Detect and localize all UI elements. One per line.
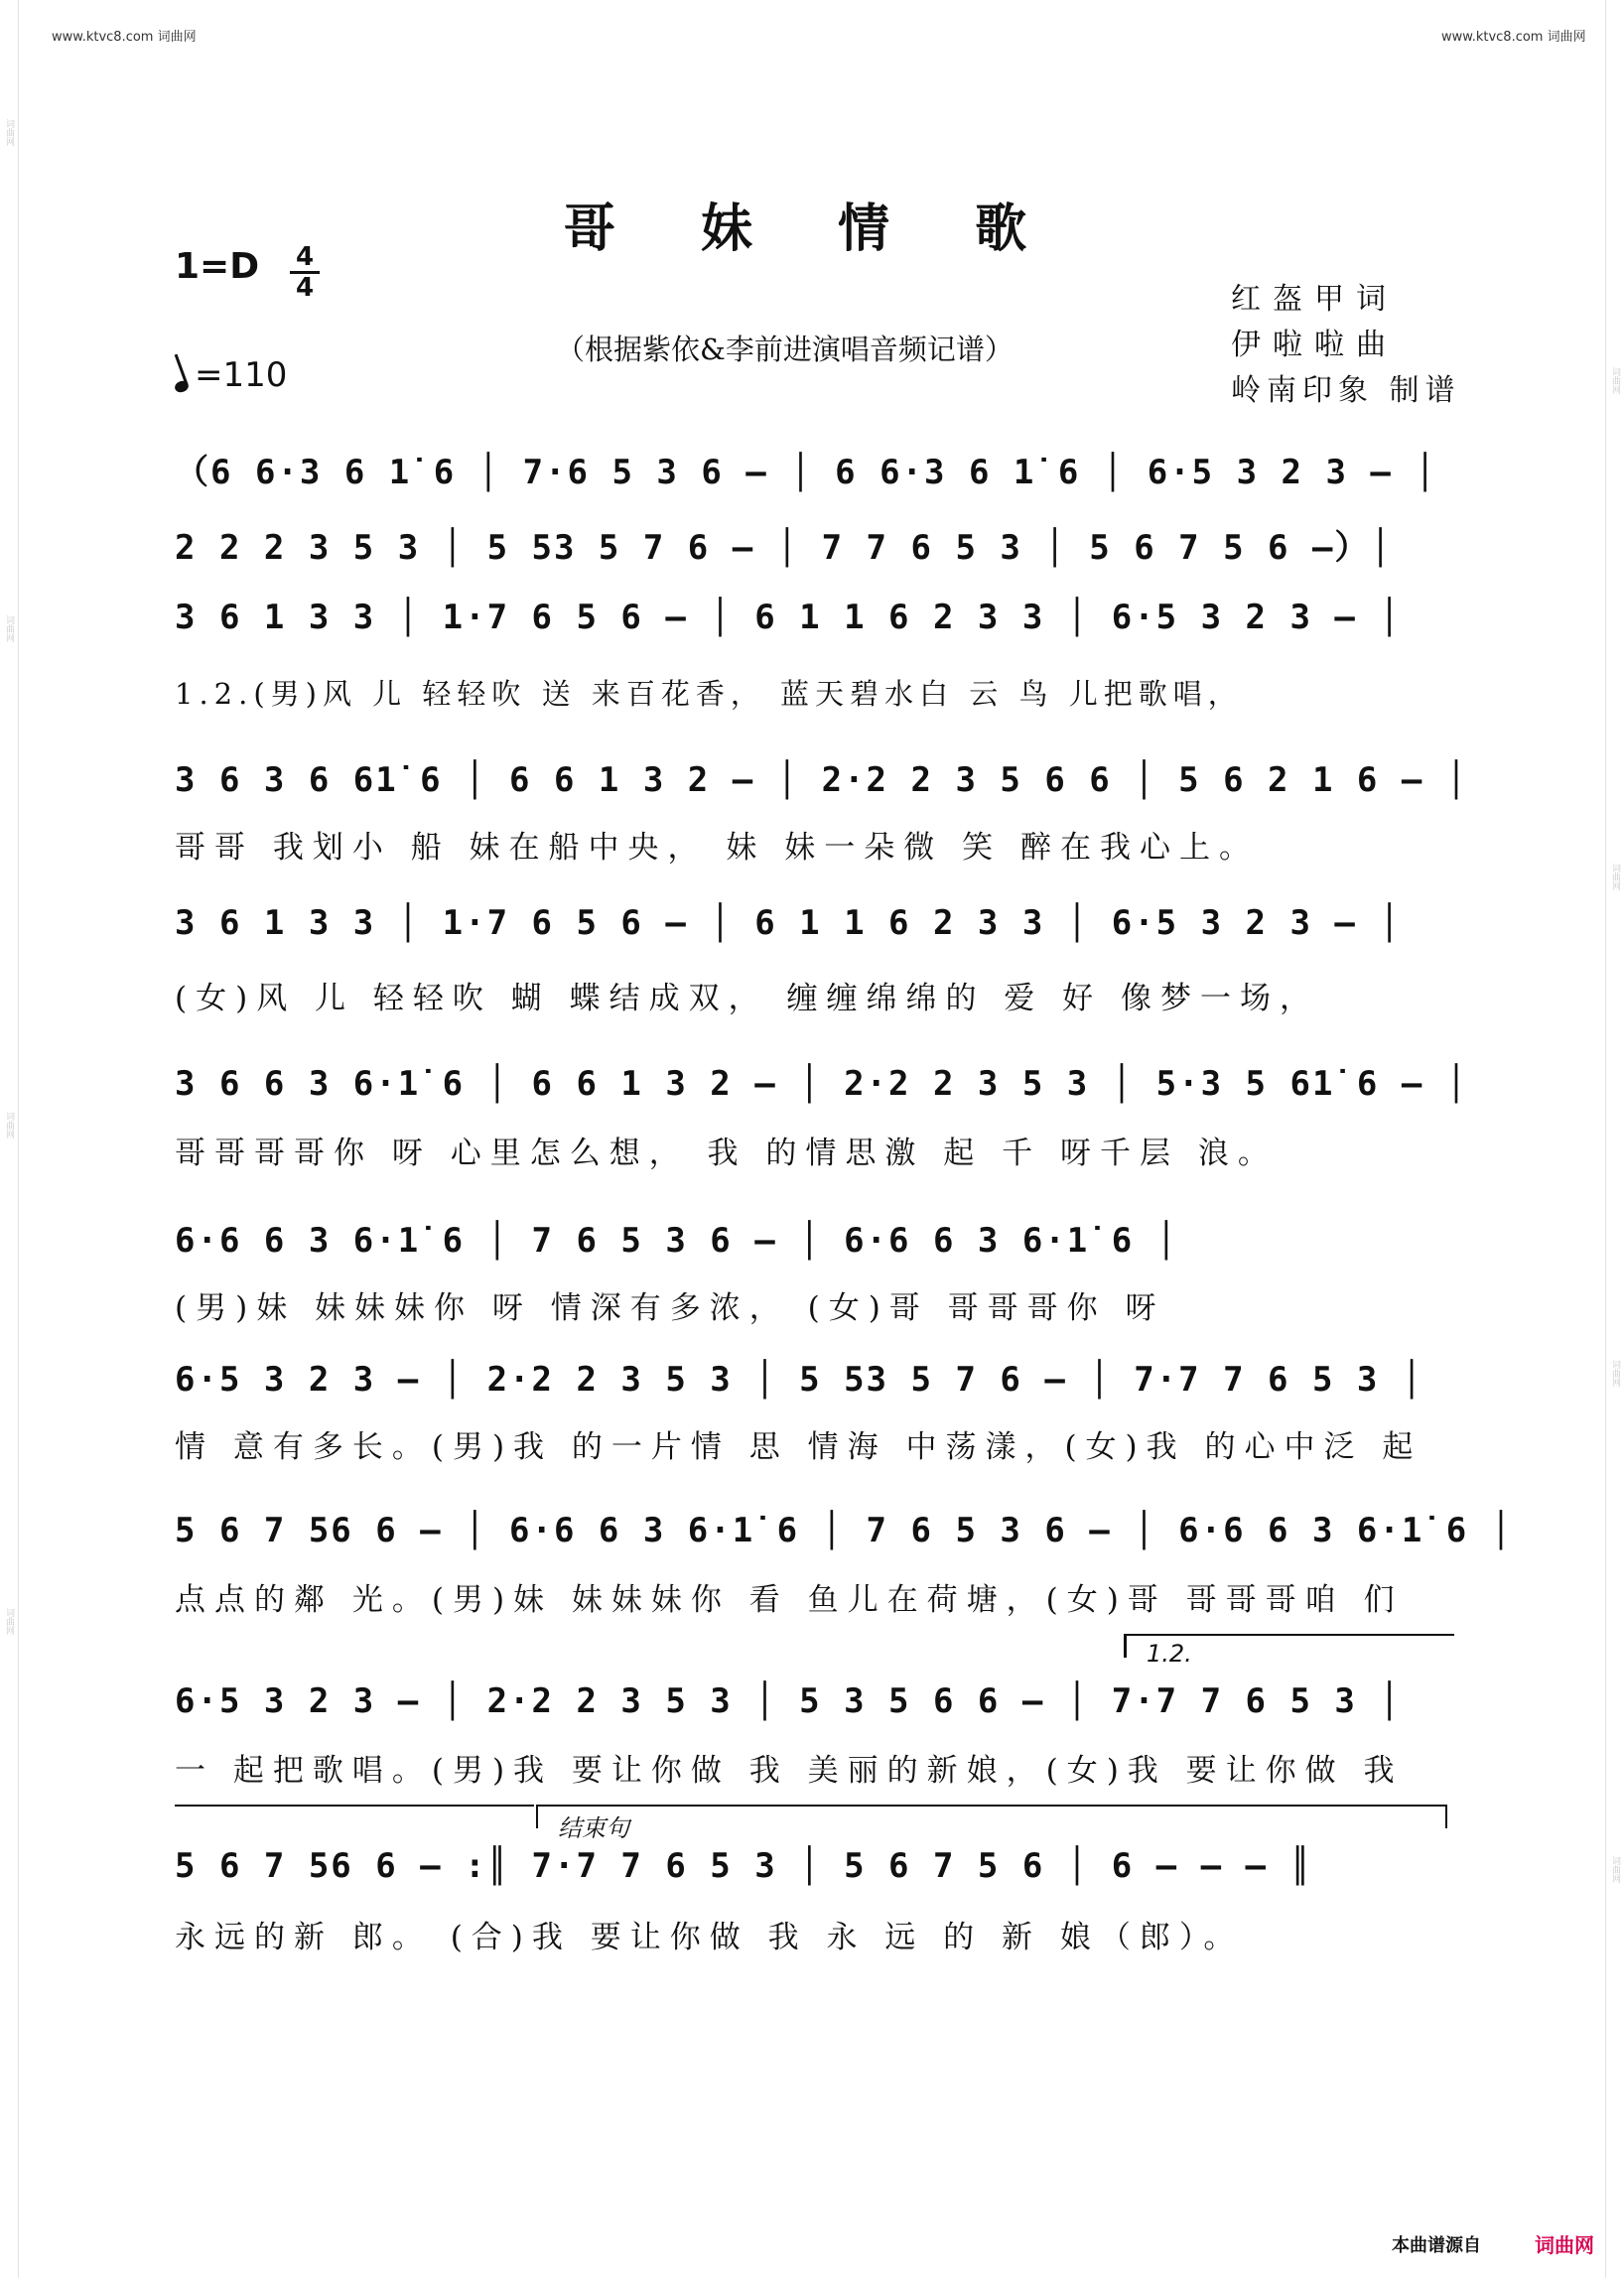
notation-line: 5 6 7 56 6 – :║ 7·7 7 6 5 3 │ 5 6 7 5 6 │ 6 – – – ║: [175, 1846, 1312, 1886]
lyric-line: 永远的新 郎。 (合)我 要让你做 我 永 远 的 新 娘（郎）。: [175, 1920, 1244, 1955]
site-logo[interactable]: 词曲网: [1535, 2233, 1594, 2257]
lyric-line: 哥哥哥哥你 呀 心里怎么想， 我 的情思激 起 千 呀千层 浪。: [175, 1136, 1278, 1171]
side-watermark: 词曲网: [4, 615, 14, 642]
right-margin-strip: [1605, 0, 1624, 2278]
notation-line: 3 6 1 3 3 │ 1·7 6 5 6 – │ 6 1 1 6 2 3 3 │ 6·5 3 2 3 – │: [175, 598, 1402, 637]
side-watermark: 词曲网: [1610, 864, 1620, 890]
first-ending-bracket: [1124, 1634, 1454, 1668]
volta-label: 1.2.: [1147, 1640, 1192, 1668]
composer-credit: 伊啦啦曲: [1231, 328, 1398, 362]
site-url-left[interactable]: www.ktvc8.com 词曲网: [52, 30, 197, 45]
lyric-line: 点点的鄰 光。(男)妹 妹妹妹你 看 鱼儿在荷塘，(女)哥 哥哥哥咱 们: [175, 1582, 1404, 1618]
notation-line: 6·5 3 2 3 – │ 2·2 2 3 5 3 │ 5 3 5 6 6 – │ 7·7 7 6 5 3 │: [175, 1681, 1402, 1721]
lyric-line: (女)风 儿 轻轻吹 蝴 蝶结成双， 缠缠绵绵的 爱 好 像梦一场，: [175, 981, 1320, 1016]
ending-phrase-bracket: [536, 1805, 1447, 1842]
side-watermark: 词曲网: [4, 1608, 14, 1635]
side-watermark: 词曲网: [4, 119, 14, 146]
time-numerator: 4: [290, 244, 320, 274]
site-url-right[interactable]: www.ktvc8.com 词曲网: [1441, 30, 1586, 45]
lyric-line: 哥哥 我划小 船 妹在船中央， 妹 妹一朵微 笑 醉在我心上。: [175, 830, 1259, 866]
notation-line: 3 6 1 3 3 │ 1·7 6 5 6 – │ 6 1 1 6 2 3 3 │ 6·5 3 2 3 – │: [175, 903, 1402, 943]
side-watermark: 词曲网: [1610, 1856, 1620, 1883]
tempo-marking: [175, 355, 287, 395]
notation-line: 3 6 6 3 6·1̇ 6 │ 6 6 1 3 2 – │ 2·2 2 3 5 3 │ 5·3 5 61̇ 6 – │: [175, 1064, 1469, 1104]
time-denominator: 4: [295, 273, 315, 303]
notation-line: （6 6·3 6 1̇ 6 │ 7·6 5 3 6 – │ 6 6·3 6 1̇ 6 │ 6·5 3 2 3 – │: [175, 453, 1437, 492]
side-watermark: 词曲网: [1610, 1360, 1620, 1387]
quarter-note-icon: [174, 379, 191, 394]
side-watermark: 词曲网: [1610, 367, 1620, 394]
repeat-ending-line: [175, 1805, 534, 1807]
lyricist-credit: 红盔甲词: [1231, 282, 1398, 317]
tempo-value: =110: [195, 355, 288, 395]
notation-line: 6·5 3 2 3 – │ 2·2 2 3 5 3 │ 5 53 5 7 6 – │ 7·7 7 6 5 3 │: [175, 1360, 1424, 1400]
subtitle: （根据紫依&李前进演唱音频记谱）: [556, 333, 1014, 366]
ending-label: 结束句: [558, 1814, 629, 1842]
song-title: 哥 妹 情 歌: [563, 199, 1061, 259]
left-margin-strip: [0, 0, 19, 2278]
lyric-line: 一 起把歌唱。(男)我 要让你做 我 美丽的新娘，(女)我 要让你做 我: [175, 1753, 1404, 1789]
transcriber-credit: 岭南印象 制谱: [1231, 373, 1461, 408]
notation-line: 2 2 2 3 5 3 │ 5 53 5 7 6 – │ 7 7 6 5 3 │ 5 6 7 5 6 –）│: [175, 528, 1393, 568]
lyric-line: 情 意有多长。(男)我 的一片情 思 情海 中荡漾，(女)我 的心中泛 起: [175, 1429, 1422, 1465]
time-signature: [290, 244, 320, 301]
side-watermark: 词曲网: [4, 1112, 14, 1139]
key-signature: 1=D: [175, 246, 260, 287]
notation-line: 5 6 7 56 6 – │ 6·6 6 3 6·1̇ 6 │ 7 6 5 3 6 – │ 6·6 6 3 6·1̇ 6 │: [175, 1511, 1514, 1550]
lyric-line: (男)妹 妹妹妹你 呀 情深有多浓， (女)哥 哥哥哥你 呀: [175, 1290, 1165, 1326]
source-note: 本曲谱源自: [1392, 2235, 1481, 2256]
notation-line: 3 6 3 6 61̇ 6 │ 6 6 1 3 2 – │ 2·2 2 3 5 6 6 │ 5 6 2 1 6 – │: [175, 760, 1469, 800]
notation-line: 6·6 6 3 6·1̇ 6 │ 7 6 5 3 6 – │ 6·6 6 3 6·1̇ 6 │: [175, 1221, 1179, 1261]
lyric-line: 1.2.(男)风 儿 轻轻吹 送 来百花香， 蓝天碧水白 云 鸟 儿把歌唱，: [175, 677, 1243, 711]
